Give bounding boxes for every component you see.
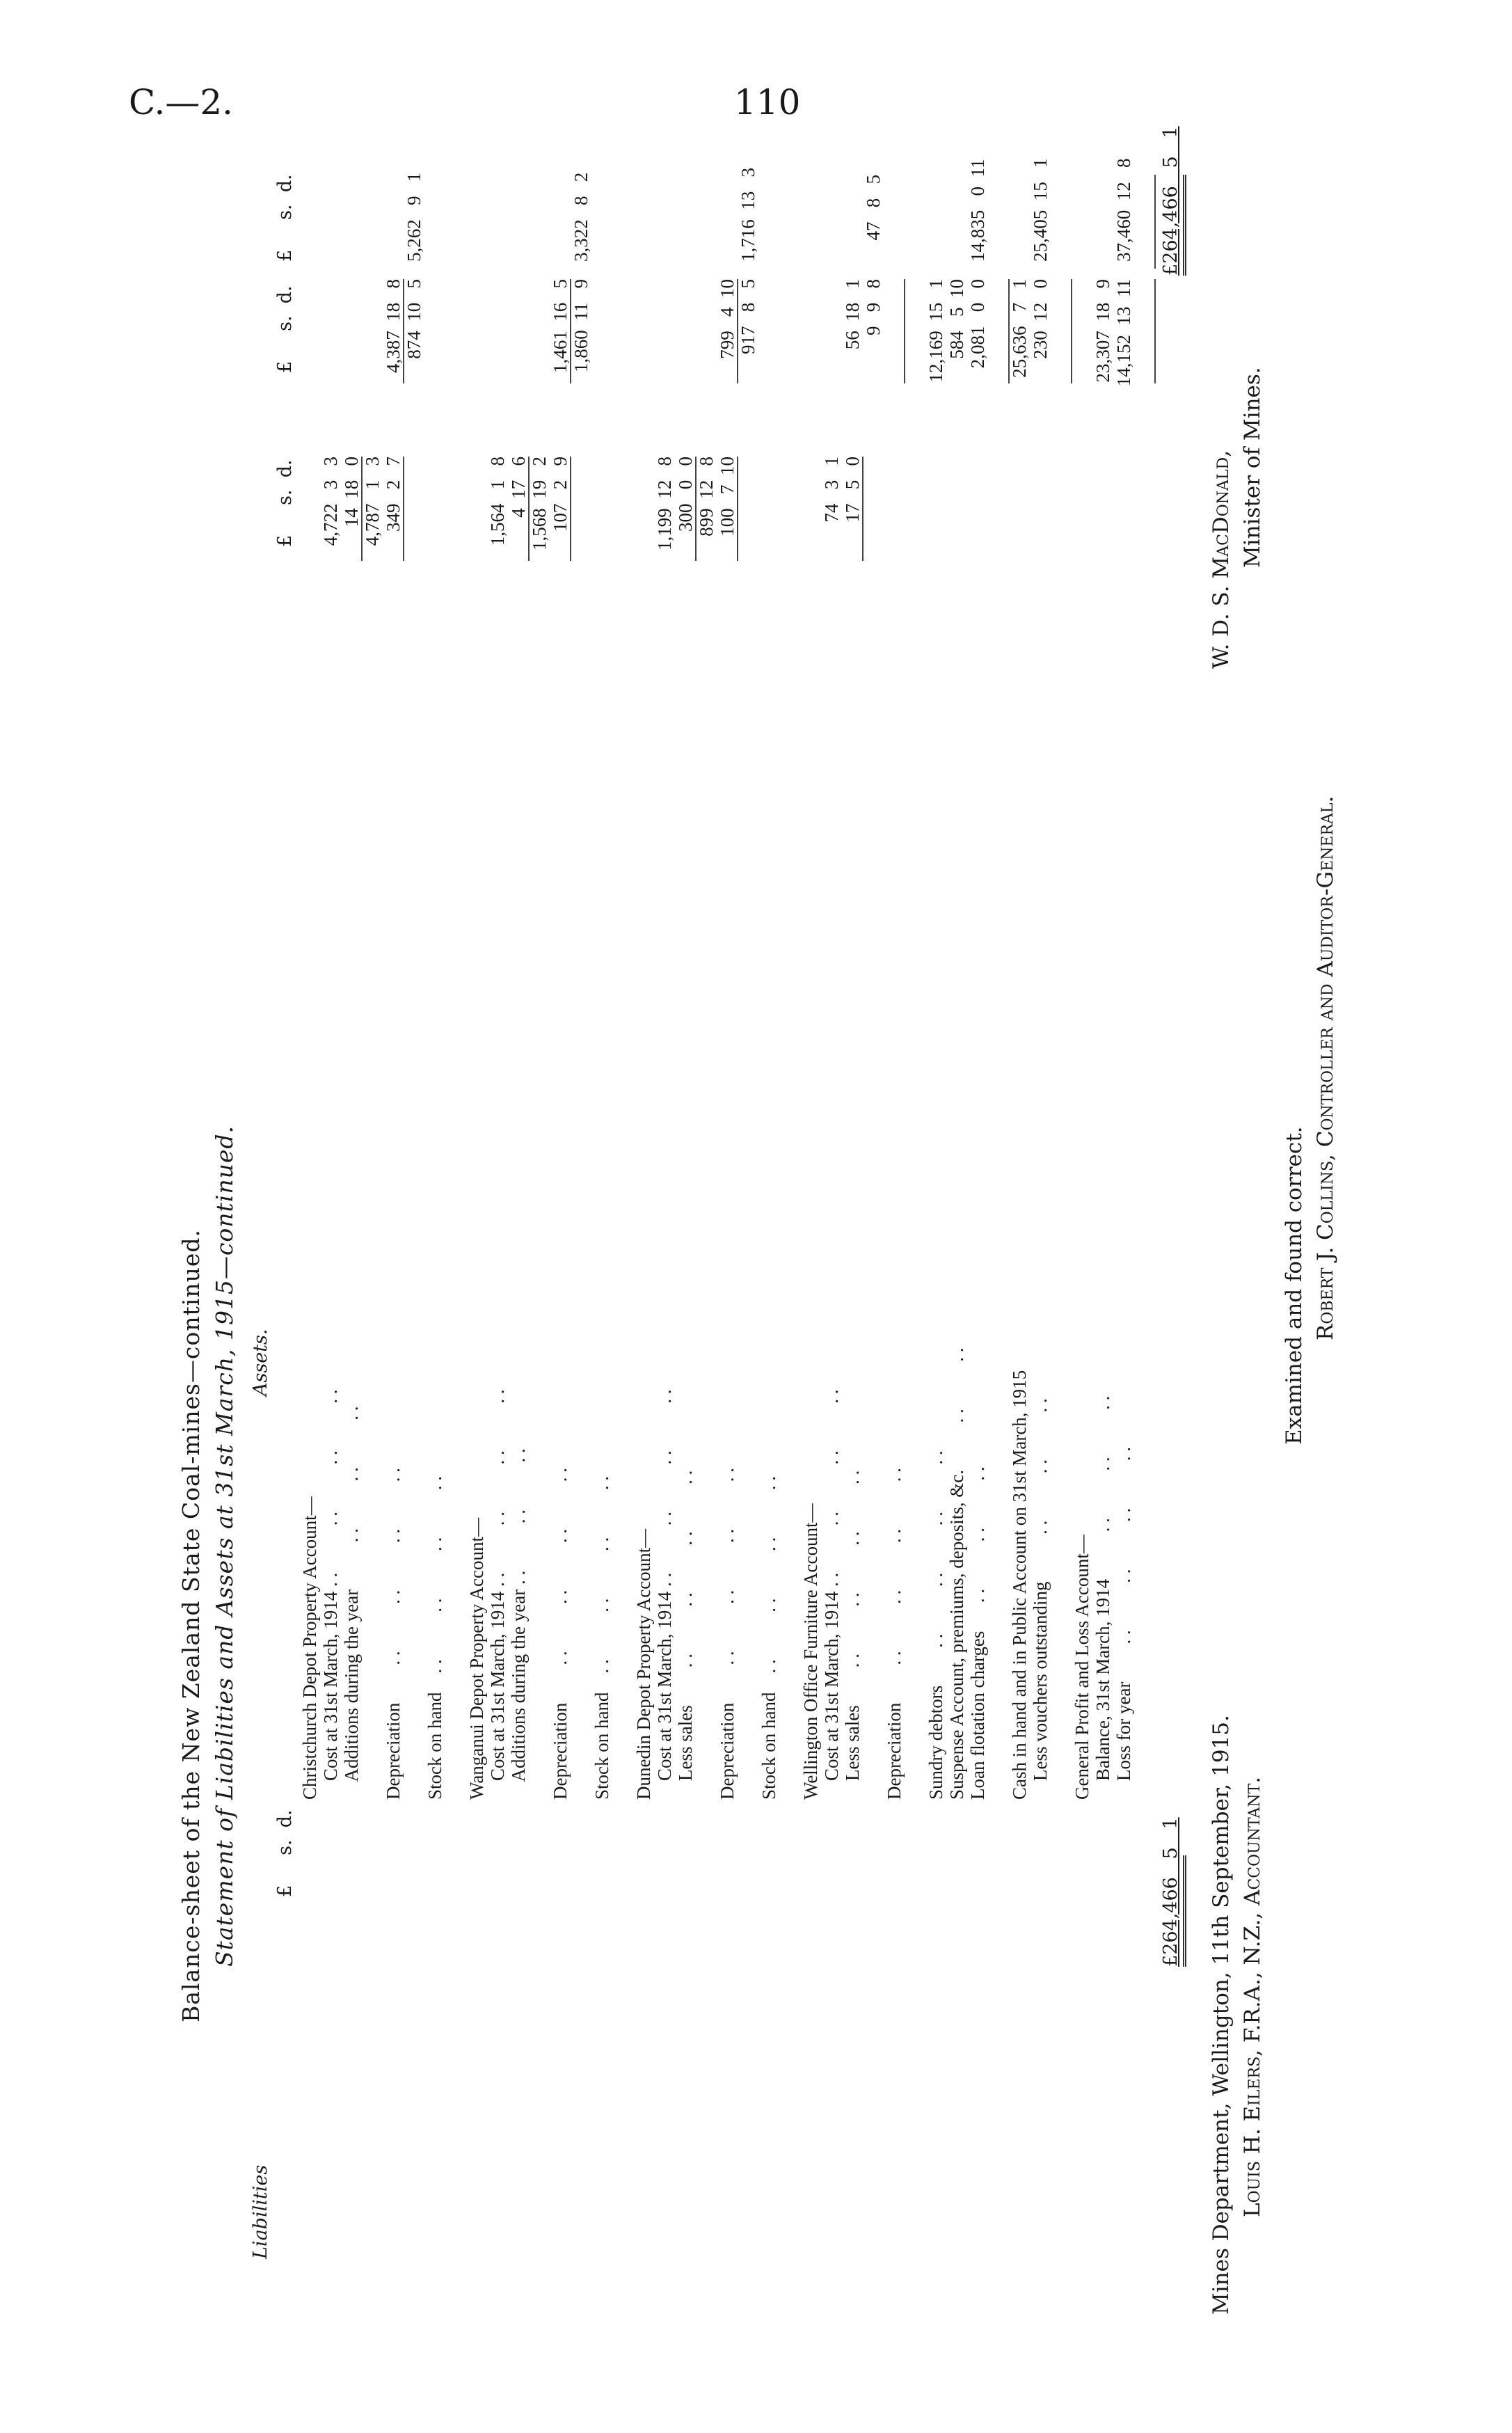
subtotal-rule — [695, 457, 697, 561]
amount-cell — [487, 175, 508, 262]
asset-row-label: Loan flotation charges . . . . . . — [967, 1466, 988, 1800]
asset-row-label: Less sales . . . . . . . . — [842, 1470, 863, 1800]
amount-cell — [466, 279, 487, 411]
total-rule — [1154, 175, 1156, 269]
amount-column-1 — [299, 457, 1134, 589]
subtotal-rule — [1008, 279, 1010, 383]
amount-cell: 230 12 0 — [1030, 279, 1051, 359]
asset-row-label: Stock on hand . . . . . . . . — [758, 1476, 779, 1800]
amount-cell — [1051, 279, 1072, 411]
subtotal-rule — [904, 279, 905, 383]
amount-cell — [633, 279, 654, 411]
amount-cell — [529, 175, 550, 262]
amount-cell — [758, 175, 779, 262]
amount-cell — [1009, 175, 1030, 262]
asset-row-label — [863, 617, 884, 1800]
assets-column-heads-2: £ s. d. — [274, 285, 296, 373]
asset-row-label: Less sales . . . . . . . . — [675, 1470, 696, 1800]
amount-cell: 47 8 5 — [863, 175, 884, 241]
amount-cell — [362, 279, 383, 411]
amount-cell — [654, 279, 675, 411]
amount-cell — [404, 457, 424, 589]
amount-cell — [1072, 457, 1092, 589]
amount-cell: 56 18 1 — [842, 279, 863, 350]
amount-cell — [320, 175, 341, 262]
asset-row-label: Sundry debtors . . . . . . . . — [925, 1450, 946, 1800]
assets-column-heads-1: £ s. d. — [274, 459, 296, 547]
asset-row-label: Stock on hand . . . . . . . . — [591, 1476, 612, 1800]
amount-cell: 4,722 3 3 — [320, 457, 341, 546]
subtotal-rule — [570, 457, 571, 561]
rotated-balance-sheet — [139, 126, 1353, 2356]
amount-cell — [1092, 175, 1113, 262]
amount-cell — [946, 175, 967, 262]
amount-cell — [341, 279, 362, 411]
amount-cell — [821, 175, 842, 262]
amount-cell — [508, 175, 529, 262]
subtotal-rule — [361, 457, 363, 561]
amount-cell: 25,405 15 1 — [1030, 158, 1051, 262]
amount-cell — [445, 279, 466, 411]
amount-cell — [299, 279, 320, 411]
asset-row-label — [529, 617, 550, 1800]
liabilities-total-double-rule — [1183, 1855, 1186, 1967]
amount-cell — [466, 457, 487, 589]
amount-cell — [529, 279, 550, 411]
amount-cell — [299, 175, 320, 262]
subtotal-rule — [528, 457, 530, 561]
amount-cell — [884, 175, 905, 262]
amount-cell — [612, 279, 633, 411]
amount-cell — [821, 279, 842, 411]
asset-row-label: Additions during the year . . . . . . — [341, 1406, 362, 1800]
amount-cell — [800, 279, 821, 411]
amount-cell: 1,716 13 3 — [738, 168, 758, 262]
amount-cell — [884, 457, 905, 589]
asset-row-label: Less vouchers outstanding . . . . . . — [1030, 1398, 1051, 1800]
amount-cell: 5,262 9 1 — [404, 172, 424, 262]
amount-cell — [445, 457, 466, 589]
asset-row-label — [905, 617, 925, 1800]
asset-row-label: Cost at 31st March, 1914 . . . . . . . . — [320, 1389, 341, 1800]
amount-cell — [320, 279, 341, 411]
title-line-2: Statement of Liabilities and Assets at 31st March, 1915—continued. — [211, 1125, 238, 1967]
amount-cell — [1072, 175, 1092, 262]
asset-row-label: Depreciation . . . . . . . . — [717, 1468, 738, 1800]
asset-row-label — [1051, 617, 1072, 1800]
amount-cell: 9 9 8 — [863, 279, 884, 335]
amount-cell — [779, 279, 800, 411]
amount-cell — [591, 457, 612, 589]
assets-column-heads-3: £ s. d. — [274, 174, 296, 262]
amount-cell — [800, 457, 821, 589]
amount-cell: 1,564 1 8 — [487, 457, 508, 546]
assets-heading: Assets. — [250, 1329, 271, 1396]
asset-row-label: Cost at 31st March, 1914 . . . . . . . . — [654, 1389, 675, 1800]
asset-row-label: Cost at 31st March, 1914 . . . . . . . . — [821, 1389, 842, 1800]
asset-row-label — [362, 617, 383, 1800]
amount-cell — [633, 175, 654, 262]
amount-cell — [466, 175, 487, 262]
asset-row-label: Balance, 31st March, 1914 . . . . . . — [1092, 1395, 1113, 1800]
subtotal-rule — [403, 457, 404, 561]
asset-row-label: Depreciation . . . . . . . . — [383, 1468, 404, 1800]
amount-cell — [1009, 457, 1030, 589]
amount-cell — [696, 279, 717, 411]
asset-row-label — [988, 617, 1009, 1800]
amount-cell: 4 17 6 — [508, 457, 529, 518]
amount-cell: 12,169 15 1 — [925, 279, 946, 383]
asset-row-label: Dunedin Depot Property Account— — [633, 1528, 654, 1800]
liabilities-total: £264,466 5 1 — [1160, 1817, 1181, 1967]
amount-cell — [988, 279, 1009, 411]
amount-cell — [779, 175, 800, 262]
amount-cell — [863, 457, 884, 589]
amount-cell — [905, 175, 925, 262]
asset-row-label — [696, 617, 717, 1800]
amount-cell: 4,387 18 8 — [383, 279, 404, 373]
amount-cell: 300 0 0 — [675, 457, 696, 532]
amount-cell: 4,787 1 3 — [362, 457, 383, 546]
assets-total: £264,466 5 1 — [1160, 126, 1181, 276]
amount-cell — [633, 457, 654, 589]
asset-row-label: Wellington Office Furniture Account— — [800, 1503, 821, 1800]
asset-row-label: Cost at 31st March, 1914 . . . . . . . . — [487, 1389, 508, 1800]
amount-cell — [675, 279, 696, 411]
amount-cell: 1,568 19 2 — [529, 457, 550, 550]
amount-cell — [758, 279, 779, 411]
amount-cell — [591, 279, 612, 411]
subtotal-rule — [570, 279, 571, 383]
subtotal-rule — [737, 457, 738, 561]
amount-cell — [1051, 175, 1072, 262]
amount-cell — [508, 279, 529, 411]
asset-row-label: Wanganui Depot Property Account— — [466, 1518, 487, 1800]
amount-cell — [1092, 457, 1113, 589]
title-line-1: Balance-sheet of the New Zealand State Coal-mines—continued. — [177, 1229, 205, 2022]
asset-row-label: Stock on hand . . . . . . . . — [424, 1476, 445, 1800]
amount-cell: 74 3 1 — [821, 457, 842, 523]
amount-cell — [925, 175, 946, 262]
amount-cell — [1072, 279, 1092, 411]
subtotal-rule — [1071, 279, 1072, 383]
asset-row-label — [612, 617, 633, 1800]
subtotal-rule — [737, 279, 738, 383]
amount-cell — [424, 175, 445, 262]
asset-row-label: Loss for year . . . . . . . . — [1113, 1447, 1134, 1800]
amount-cell: 37,460 12 8 — [1113, 158, 1134, 262]
amount-cell — [550, 175, 571, 262]
amount-cell — [654, 175, 675, 262]
asset-row-label — [445, 617, 466, 1800]
asset-row-label: General Profit and Loss Account— — [1072, 1535, 1092, 1800]
asset-row-label: Christchurch Depot Property Account— — [299, 1496, 320, 1800]
amount-cell — [696, 175, 717, 262]
amount-cell: 917 8 5 — [738, 279, 758, 354]
liabilities-column-heads: £ s. d. — [274, 1809, 296, 1897]
amount-cell: 14,152 13 11 — [1113, 279, 1134, 387]
amount-cell: 874 10 5 — [404, 279, 424, 359]
amount-cell: 2,081 0 0 — [967, 279, 988, 369]
amount-cell — [905, 457, 925, 589]
liabilities-heading: Liabilities — [250, 2164, 271, 2259]
amount-cell — [571, 457, 591, 589]
asset-row-label — [404, 617, 424, 1800]
amount-cell: 14,835 0 11 — [967, 159, 988, 262]
page-number: 110 — [734, 82, 801, 122]
amount-cell — [738, 457, 758, 589]
subtotal-rule — [1154, 279, 1156, 383]
amount-cell — [800, 175, 821, 262]
amount-cell — [487, 279, 508, 411]
asset-row-label: Cash in hand and in Public Account on 31st March, 1915 — [1009, 1370, 1030, 1800]
subtotal-rule — [862, 457, 864, 561]
amount-cell — [299, 457, 320, 589]
amount-cell: 1,860 11 9 — [571, 279, 591, 372]
examined-text: Examined and found correct. — [1282, 1126, 1307, 1445]
asset-row-label — [738, 617, 758, 1800]
asset-row-label: Additions during the year . . . . . . — [508, 1448, 529, 1800]
minister-title: Minister of Mines. — [1240, 367, 1265, 568]
amount-cell — [1030, 457, 1051, 589]
amount-column-3 — [299, 158, 1134, 262]
asset-row-label — [779, 617, 800, 1800]
amount-cell: 23,307 18 9 — [1092, 279, 1113, 383]
amount-cell — [946, 457, 967, 589]
amount-cell: 899 12 8 — [696, 457, 717, 537]
amount-cell: 349 2 7 — [383, 457, 404, 532]
amount-cell — [445, 175, 466, 262]
amount-cell: 25,636 7 1 — [1009, 279, 1030, 378]
asset-row-label — [571, 617, 591, 1800]
amount-cell: 584 5 10 — [946, 279, 967, 359]
amount-cell: 1,199 12 8 — [654, 457, 675, 550]
minister-signature: W. D. S. MacDonald, — [1209, 450, 1234, 669]
asset-row-label: Suspense Account, premiums, deposits, &c. . . . . — [946, 1347, 967, 1800]
amount-cell: 3,322 8 2 — [571, 172, 591, 262]
amount-cell — [341, 175, 362, 262]
amount-cell — [591, 175, 612, 262]
asset-row-label: Depreciation . . . . . . . . — [550, 1468, 571, 1800]
amount-cell — [758, 457, 779, 589]
amount-cell: 14 18 0 — [341, 457, 362, 528]
amount-cell: 100 7 10 — [717, 457, 738, 537]
amount-cell — [424, 457, 445, 589]
asset-labels — [299, 617, 1134, 1800]
amount-cell — [383, 175, 404, 262]
amount-cell — [925, 457, 946, 589]
amount-cell — [717, 175, 738, 262]
accountant-signature: Louis H. Eilers, F.R.A., N.Z., Accountant. — [1240, 1776, 1265, 2217]
amount-cell — [612, 457, 633, 589]
amount-cell — [967, 457, 988, 589]
amount-cell — [988, 457, 1009, 589]
amount-cell — [988, 175, 1009, 262]
amount-cell — [1051, 457, 1072, 589]
amount-cell — [362, 175, 383, 262]
amount-cell — [842, 175, 863, 262]
page-code: C.—2. — [129, 82, 234, 122]
amount-cell — [424, 279, 445, 411]
asset-row-label: Depreciation . . . . . . . . — [884, 1468, 905, 1800]
amount-cell — [779, 457, 800, 589]
amount-cell: 17 5 0 — [842, 457, 863, 523]
subtotal-rule — [403, 279, 404, 383]
auditor-signature: Robert J. Collins, Controller and Auditor-General. — [1313, 795, 1338, 1340]
amount-cell: 799 4 10 — [717, 279, 738, 359]
department-date: Mines Department, Wellington, 11th September, 1915. — [1209, 1715, 1234, 2315]
amount-cell — [1113, 457, 1134, 589]
amount-cell: 107 2 9 — [550, 457, 571, 532]
assets-total-double-rule — [1183, 175, 1186, 276]
amount-cell: 1,461 16 5 — [550, 279, 571, 373]
amount-cell — [905, 279, 925, 411]
amount-cell — [675, 175, 696, 262]
amount-cell — [612, 175, 633, 262]
amount-cell — [884, 279, 905, 411]
